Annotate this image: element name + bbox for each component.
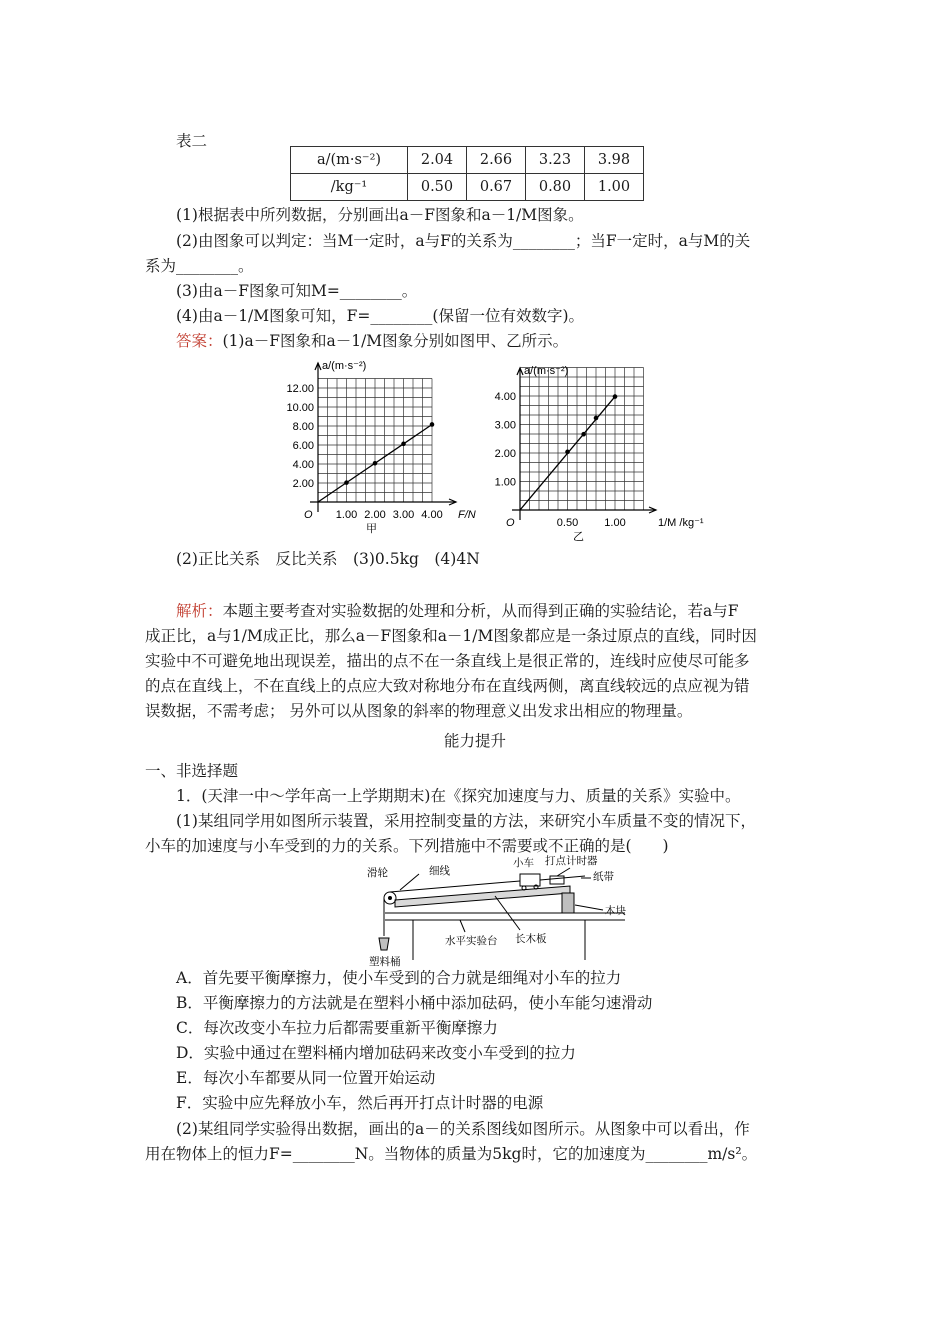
chart-a-vs-inverse-M <box>488 360 708 545</box>
table-cell: 0.50 <box>408 174 467 201</box>
y-axis-label: a/(m·s⁻²) <box>524 365 569 377</box>
analysis-line4: 的点在直线上，不在直线上的点应大致对称地分布在直线两侧，离直线较远的点应视为错 <box>145 677 750 695</box>
answer-line2: (2)正比关系 反比关系 (3)0.5kg (4)4N <box>176 550 480 568</box>
label-board: 长木板 <box>515 933 547 945</box>
analysis-line5: 误数据，不需考虑； 另外可以从图象的斜率的物理意义出发求出相应的物理量。 <box>145 702 693 720</box>
problem-1-part2-line1: (2)某组同学实验得出数据，画出的a－的关系图线如图所示。从图象中可以看出，作 <box>176 1120 750 1138</box>
x-tick-label: 2.00 <box>364 509 386 521</box>
x-tick-label: 3.00 <box>392 509 415 521</box>
option-b: B．平衡摩擦力的方法就是在塑料小桶中添加砝码，使小车能匀速滑动 <box>176 994 653 1012</box>
table-row <box>291 147 644 174</box>
option-f: F．实验中应先释放小车，然后再开打点计时器的电源 <box>176 1094 544 1112</box>
problem-1-part1-line1: (1)某组同学用如图所示装置，采用控制变量的方法，来研究小车质量不变的情况下， <box>176 812 756 830</box>
analysis-label: 解析： <box>176 602 223 620</box>
option-e: E．每次小车都要从同一位置开始运动 <box>176 1069 436 1087</box>
leader-line <box>400 874 419 890</box>
question-4: (4)由a－1/M图象可知，F=________(保留一位有效数字)。 <box>176 307 584 325</box>
data-point <box>430 422 435 427</box>
chart-tick-labels <box>495 391 626 529</box>
chart-axes <box>512 368 656 520</box>
analysis-line1 <box>176 600 739 622</box>
y-tick-label: 10.00 <box>286 402 314 414</box>
label-timer: 打点计时器 <box>545 855 598 867</box>
leader-line <box>460 920 465 932</box>
row-header: /kg⁻¹ <box>291 174 408 201</box>
wood-block <box>562 893 574 913</box>
label-bucket: 塑料桶 <box>369 956 401 968</box>
y-tick-label: 4.00 <box>494 391 516 403</box>
x-tick-label: 0.50 <box>556 517 579 529</box>
label-block: 木块 <box>605 905 626 917</box>
origin-label: O <box>304 509 313 521</box>
question-2-line1: (2)由图象可以判定：当M一定时，a与F的关系为________；当F一定时，a与M的关 <box>176 232 751 250</box>
y-tick-label: 4.00 <box>292 459 314 471</box>
y-tick-label: 6.00 <box>292 440 314 452</box>
problem-1-stem: 1．(天津一中～学年高一上学期期末)在《探究加速度与力、质量的关系》实验中。 <box>176 787 741 805</box>
label-cart: 小车 <box>513 857 534 869</box>
table-row <box>291 174 644 201</box>
label-string: 细线 <box>429 865 450 877</box>
leader-line <box>575 905 603 910</box>
y-tick-label: 1.00 <box>494 476 516 489</box>
chart-caption: 甲 <box>366 523 377 535</box>
leader-line <box>557 868 570 876</box>
timer-icon <box>550 876 564 884</box>
section-title: 能力提升 <box>443 732 506 750</box>
data-point <box>594 416 599 421</box>
pulley-axle <box>389 897 392 900</box>
chart-grid <box>318 379 432 503</box>
table-cell: 2.66 <box>467 147 526 174</box>
table-cell: 0.80 <box>526 174 585 201</box>
y-axis-label: a/(m·s⁻²) <box>322 360 367 372</box>
table-cell: 1.00 <box>585 174 644 201</box>
answer-line <box>176 330 568 352</box>
data-point <box>565 450 570 455</box>
row-header: a/(m·s⁻²) <box>291 147 408 174</box>
data-point <box>373 461 378 466</box>
x-tick-label: 1.00 <box>335 509 358 521</box>
y-tick-label: 12.00 <box>286 383 314 395</box>
chart-tick-labels <box>286 383 442 521</box>
chart-a-vs-F <box>268 355 488 545</box>
option-d: D．实验中通过在塑料桶内增加砝码来改变小车受到的拉力 <box>176 1044 576 1062</box>
question-3: (3)由a－F图象可知M=________。 <box>176 282 418 300</box>
answer-text: (1)a－F图象和a－1/M图象分别如图甲、乙所示。 <box>222 332 569 350</box>
x-tick-label: 1.00 <box>604 517 626 529</box>
table-cell: 2.04 <box>408 147 467 174</box>
analysis-line3: 实验中不可避免地出现误差，描出的点不在一条直线上是很正常的，连线时应使尽可能多 <box>145 652 750 670</box>
y-tick-label: 3.00 <box>494 419 516 432</box>
problem-1-part2-line2: 用在物体上的恒力F=________N。当物体的质量为5kg时，它的加速度为________m/s²。 <box>145 1145 758 1163</box>
bucket-icon <box>379 938 389 950</box>
table-caption: 表二 <box>176 132 208 150</box>
table-cell: 0.67 <box>467 174 526 201</box>
chart-axes <box>310 363 456 512</box>
analysis-line2: 成正比，a与1/M成正比，那么a－F图象和a－1/M图象都应是一条过原点的直线，同时因 <box>145 627 757 645</box>
option-c: C．每次改变小车拉力后都需要重新平衡摩擦力 <box>176 1019 498 1037</box>
analysis-text: 本题主要考查对实验数据的处理和分析，从而得到正确的实验结论，若a与F <box>222 602 739 620</box>
option-a: A．首先要平衡摩擦力，使小车受到的合力就是细绳对小车的拉力 <box>176 969 622 987</box>
x-axis-label: F/N <box>458 509 476 521</box>
label-table: 水平实验台 <box>445 935 498 947</box>
data-point <box>401 442 406 447</box>
cart-icon <box>520 874 540 886</box>
data-point <box>613 394 618 399</box>
origin-label: O <box>506 517 515 529</box>
data-point <box>344 480 349 485</box>
table-cell: 3.98 <box>585 147 644 174</box>
table-cell: 3.23 <box>526 147 585 174</box>
y-tick-label: 2.00 <box>494 448 516 460</box>
question-1: (1)根据表中所列数据，分别画出a－F图象和a－1/M图象。 <box>176 206 584 224</box>
apparatus-diagram <box>355 850 640 970</box>
label-tape: 纸带 <box>593 871 614 883</box>
x-tick-label: 4.00 <box>421 509 443 521</box>
question-2-line2: 系为________。 <box>145 257 254 275</box>
answer-label: 答案： <box>176 332 223 350</box>
data-point <box>581 432 586 437</box>
y-tick-label: 2.00 <box>292 478 314 490</box>
problem-1-part1-line2: 小车的加速度与小车受到的力的关系。下列措施中不需要或不正确的是( ) <box>145 837 669 855</box>
label-pulley: 滑轮 <box>367 867 388 879</box>
subsection-title: 一、非选择题 <box>145 762 239 780</box>
chart-caption: 乙 <box>573 531 584 543</box>
x-axis-label: 1/M /kg⁻¹ <box>658 517 704 529</box>
y-tick-label: 8.00 <box>292 421 314 433</box>
data-table <box>290 146 644 201</box>
